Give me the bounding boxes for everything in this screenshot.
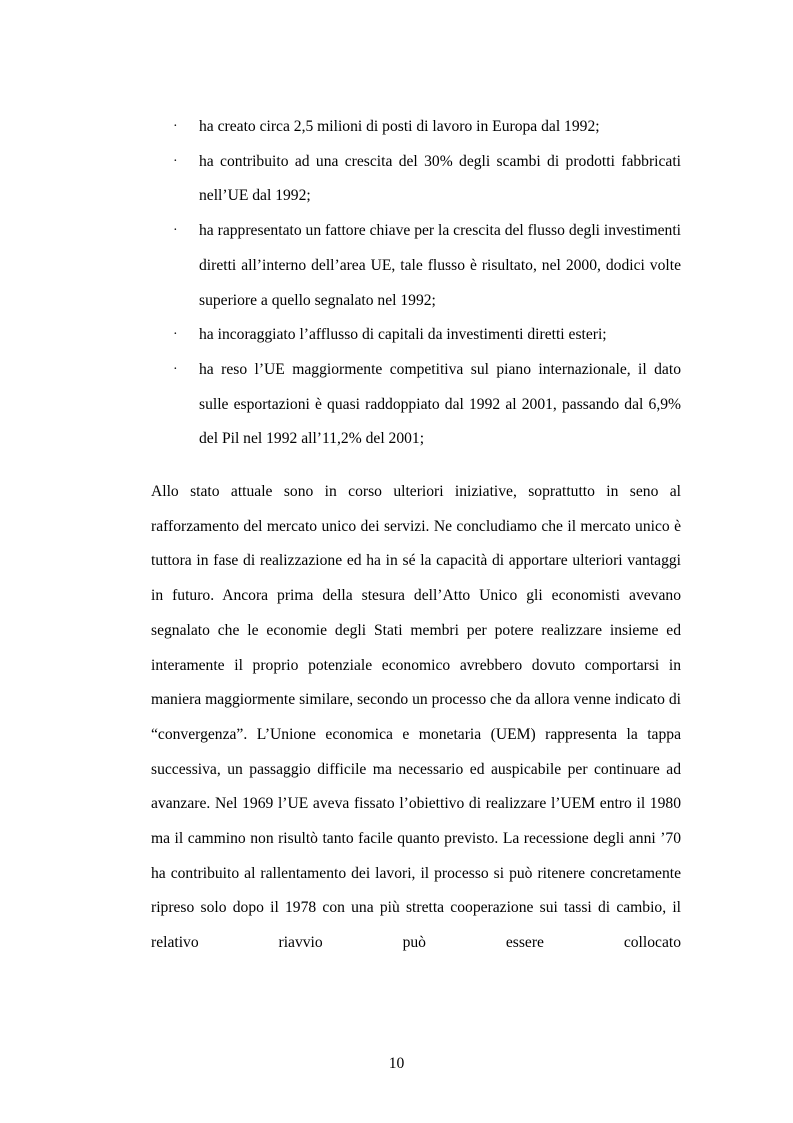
- bullet-text: ha rappresentato un fattore chiave per la crescita del flusso degli investimenti diretti all’interno dell’area UE, tale flusso è risultato, nel 2000, dodici volte superiore a quello segnalato nel 1992;: [199, 222, 681, 309]
- bullet-list: [0, 110, 793, 457]
- list-item: [0, 353, 793, 457]
- bullet-marker: ·: [173, 327, 178, 343]
- bullet-text: ha incoraggiato l’afflusso di capitali da investimenti diretti esteri;: [199, 326, 607, 344]
- list-item: [0, 214, 793, 318]
- bullet-text: ha reso l’UE maggiormente competitiva sul piano internazionale, il dato sulle esportazioni è quasi raddoppiato dal 1992 al 2001, passando dal 6,9% del Pil nel 1992 all’11,2% del 2001;: [199, 360, 681, 448]
- list-item: [0, 110, 793, 145]
- bullet-text: ha contribuito ad una crescita del 30% degli scambi di prodotti fabbricati nell’UE dal 1992;: [199, 152, 681, 205]
- list-item: [0, 318, 793, 353]
- bullet-text: ha creato circa 2,5 milioni di posti di lavoro in Europa dal 1992;: [199, 118, 600, 135]
- page-number: 10: [388, 1055, 405, 1072]
- body-paragraph: Allo stato attuale sono in corso ulteriori iniziative, soprattutto in seno al rafforzamento del mercato unico dei servizi. Ne concludiamo che il mercato unico è tuttora in fase di realizzazione ed ha in sé la capacità di apportare ulteriori vantaggi in futuro. Ancora prima della stesura dell’Atto Unico gli economisti avevano segnalato che le economie degli Stati membri per potere realizzare insieme ed interamente il proprio potenziale economico avrebbero dovuto comportarsi in maniera maggiormente similare, secondo un processo che da allora venne indicato di “convergenza”. L’Unione economica e monetaria (UEM) rappresenta la tappa successiva, un passaggio difficile ma necessario ed auspicabile per continuare ad avanzare. Nel 1969 l’UE aveva fissato l’obiettivo di realizzare l’UEM entro il 1980 ma il cammino non risultò tanto facile quanto previsto. La recessione degli anni ’70 ha contribuito al rallentamento dei lavori, il processo si può ritenere concretamente ripreso solo dopo il 1978 con una più stretta cooperazione sui tassi di cambio, il relativo riavvio può essere collocato: [151, 483, 681, 952]
- bullet-marker: ·: [173, 119, 178, 134]
- bullet-marker: ·: [173, 223, 178, 239]
- bullet-marker: ·: [173, 153, 178, 169]
- list-item: [0, 145, 793, 214]
- bullet-marker: ·: [173, 361, 178, 377]
